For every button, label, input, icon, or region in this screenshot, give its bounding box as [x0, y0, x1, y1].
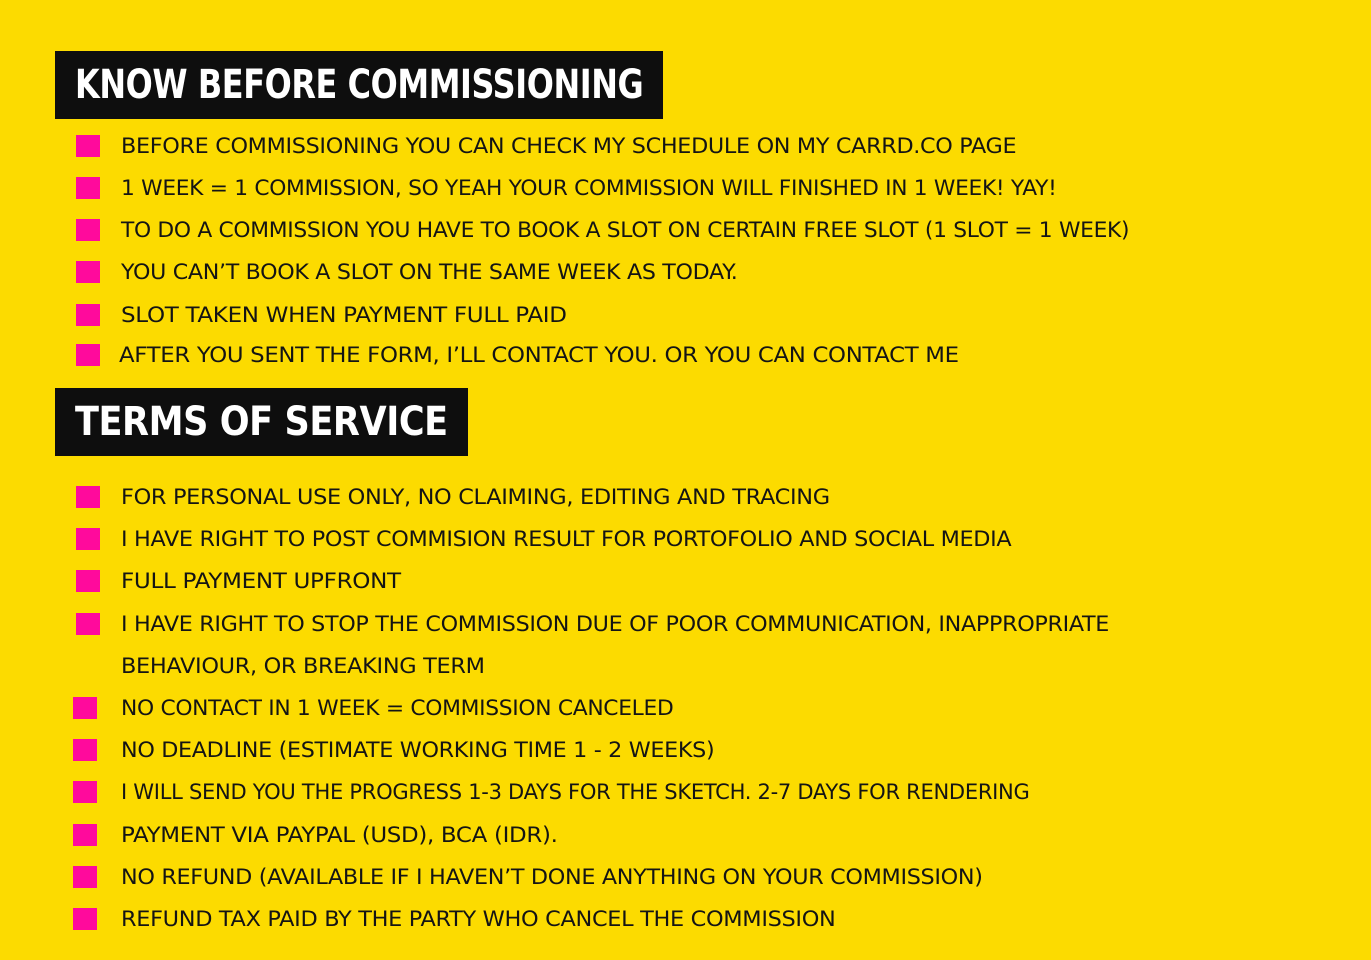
- square-bullet-icon: [73, 781, 97, 803]
- list-item: [0, 609, 1300, 639]
- know-before-commissioning-title: KNOW BEFORE COMMISSIONING: [75, 62, 644, 108]
- list-item-text: PAYMENT VIA PAYPAL (USD), BCA (IDR).: [121, 823, 558, 847]
- list-item: [0, 777, 1300, 807]
- list-item-text: YOU CAN’T BOOK A SLOT ON THE SAME WEEK AS TODAY.: [121, 260, 738, 284]
- list-item: [0, 257, 1300, 287]
- square-bullet-icon: [76, 528, 100, 550]
- list-item-continuation-text: BEHAVIOUR, OR BREAKING TERM: [121, 654, 485, 678]
- list-item-text: TO DO A COMMISSION YOU HAVE TO BOOK A SLOT ON CERTAIN FREE SLOT (1 SLOT = 1 WEEK): [121, 218, 1130, 242]
- list-item-text: I HAVE RIGHT TO POST COMMISION RESULT FOR PORTOFOLIO AND SOCIAL MEDIA: [121, 527, 1012, 551]
- square-bullet-icon: [76, 304, 100, 326]
- square-bullet-icon: [73, 739, 97, 761]
- list-item-text: FOR PERSONAL USE ONLY, NO CLAIMING, EDITING AND TRACING: [121, 485, 830, 509]
- list-item-text: NO DEADLINE (ESTIMATE WORKING TIME 1 - 2 WEEKS): [121, 738, 715, 762]
- list-item-text: SLOT TAKEN WHEN PAYMENT FULL PAID: [121, 303, 567, 327]
- list-item-text: FULL PAYMENT UPFRONT: [121, 569, 401, 593]
- square-bullet-icon: [73, 697, 97, 719]
- square-bullet-icon: [76, 570, 100, 592]
- list-item: [0, 820, 1300, 850]
- list-item: [0, 173, 1300, 203]
- list-item: [0, 482, 1300, 512]
- list-item: [0, 340, 1300, 370]
- terms-of-service-title: TERMS OF SERVICE: [75, 399, 448, 445]
- list-item: [0, 862, 1300, 892]
- list-item: [0, 215, 1300, 245]
- know-before-commissioning-heading: [55, 51, 663, 119]
- list-item-text: AFTER YOU SENT THE FORM, I’LL CONTACT YOU. OR YOU CAN CONTACT ME: [119, 343, 959, 367]
- square-bullet-icon: [73, 824, 97, 846]
- list-item-continuation: [0, 651, 1300, 681]
- square-bullet-icon: [76, 344, 100, 366]
- square-bullet-icon: [73, 866, 97, 888]
- square-bullet-icon: [76, 613, 100, 635]
- square-bullet-icon: [76, 135, 100, 157]
- list-item-text: I HAVE RIGHT TO STOP THE COMMISSION DUE OF POOR COMMUNICATION, INAPPROPRIATE: [121, 612, 1110, 636]
- square-bullet-icon: [76, 261, 100, 283]
- list-item: [0, 300, 1300, 330]
- list-item: [0, 904, 1300, 934]
- list-item-text: NO CONTACT IN 1 WEEK = COMMISSION CANCELED: [121, 696, 674, 720]
- list-item-text: NO REFUND (AVAILABLE IF I HAVEN’T DONE ANYTHING ON YOUR COMMISSION): [121, 865, 983, 889]
- list-item: [0, 566, 1300, 596]
- list-item-text: REFUND TAX PAID BY THE PARTY WHO CANCEL THE COMMISSION: [121, 907, 836, 931]
- list-item: [0, 693, 1300, 723]
- list-item: [0, 524, 1300, 554]
- terms-of-service-heading: [55, 388, 468, 456]
- list-item-text: BEFORE COMMISSIONING YOU CAN CHECK MY SCHEDULE ON MY CARRD.CO PAGE: [121, 134, 1017, 158]
- square-bullet-icon: [76, 177, 100, 199]
- square-bullet-icon: [73, 908, 97, 930]
- square-bullet-icon: [76, 486, 100, 508]
- list-item: [0, 735, 1300, 765]
- list-item-text: 1 WEEK = 1 COMMISSION, SO YEAH YOUR COMMISSION WILL FINISHED IN 1 WEEK! YAY!: [121, 176, 1057, 200]
- list-item-text: I WILL SEND YOU THE PROGRESS 1-3 DAYS FOR THE SKETCH. 2-7 DAYS FOR RENDERING: [121, 780, 1030, 804]
- square-bullet-icon: [76, 219, 100, 241]
- list-item: [0, 131, 1300, 161]
